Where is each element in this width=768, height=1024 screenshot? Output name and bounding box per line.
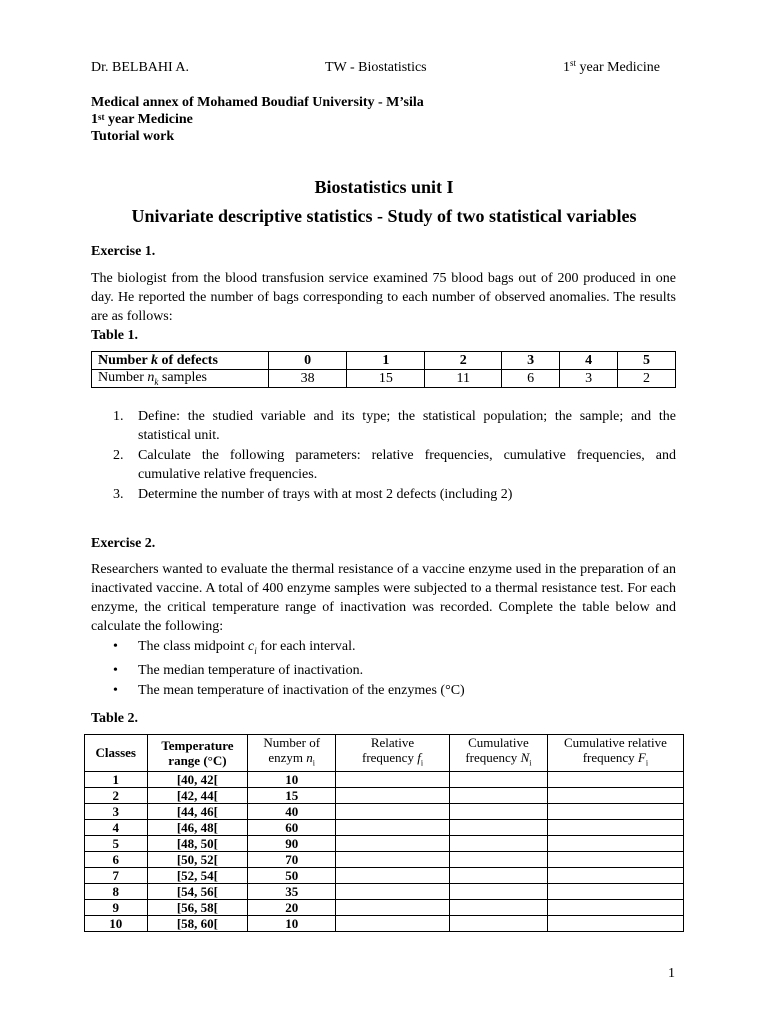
table-row: 2 [42, 44[ 15 (85, 787, 684, 803)
table1-cell: 5 (618, 352, 676, 370)
header-author: Dr. BELBAHI A. (91, 60, 189, 75)
header-course: TW - Biostatistics (325, 60, 427, 75)
col-header-cumulative-relative: Cumulative relative frequency $F_i$ (547, 735, 683, 772)
exercise2-title: Exercise 2. (91, 536, 156, 551)
col-header-classes: Classes (85, 735, 148, 772)
bullet-item: • The median temperature of inactivation. (113, 662, 364, 678)
question-item: 1. Define: the studied variable and its type; the statistical population; the sample; and the statistical unit. (113, 409, 676, 443)
exercise2-text: Researchers wanted to evaluate the thermal resistance of a vaccine enzyme used in the preparation of an inactivated vaccine. A total of 400 enzyme samples were subjected to a thermal resistance test. For each enzyme, the critical temperature range of inactivation was recorded. Complete the table below and calculate the following: (91, 562, 676, 634)
table2-header (85, 735, 684, 772)
col-header-range: Temperature range (°C) (147, 735, 248, 772)
table1-cell: 4 (560, 352, 618, 370)
table2-title: Table 2. (91, 711, 138, 726)
institution-name: Medical annex of Mohamed Boudiaf University - M’sila (91, 95, 424, 110)
table1-label-defects: Number k of defects (92, 352, 269, 370)
table1-row-samples (92, 370, 676, 388)
table1-cell: 6 (502, 370, 560, 388)
page-number: 1 (668, 966, 675, 981)
table-row: 6 [50, 52[ 70 (85, 851, 684, 867)
table1-cell: 2 (425, 352, 502, 370)
table1-cell: 3 (502, 352, 560, 370)
table2 (84, 734, 684, 932)
institution-level: 1st year Medicine (91, 112, 193, 127)
table1-cell: 0 (269, 352, 347, 370)
table1-cell: 3 (560, 370, 618, 388)
table-row: 4 [46, 48[ 60 (85, 819, 684, 835)
table1-title: Table 1. (91, 328, 138, 343)
col-header-relative: Relative frequency $f_i$ (336, 735, 450, 772)
table1 (91, 351, 676, 388)
table-row: 1 [40, 42[ 10 (85, 771, 684, 787)
question-item: 3. Determine the number of trays with at most 2 defects (including 2) (113, 487, 513, 502)
table1-cell: 38 (269, 370, 347, 388)
table-row: 9 [56, 58[ 20 (85, 899, 684, 915)
col-header-number: Number of enzym $n_i$ (248, 735, 336, 772)
header-level: 1st year Medicine (563, 58, 660, 75)
table-row: 10 [58, 60[ 10 (85, 915, 684, 931)
col-header-cumulative: Cumulative frequency $N_i$ (450, 735, 548, 772)
table1-cell: 11 (425, 370, 502, 388)
table-row: 3 [44, 46[ 40 (85, 803, 684, 819)
question-item: 2. Calculate the following parameters: relative frequencies, cumulative frequencies, and cumulative relative frequencies. (113, 448, 676, 482)
page-subtitle: Univariate descriptive statistics - Study of two statistical variables (131, 206, 637, 226)
institution-work-type: Tutorial work (91, 129, 175, 144)
table-row: 8 [54, 56[ 35 (85, 883, 684, 899)
exercise1-questions (91, 407, 676, 505)
page-title: Biostatistics unit I (314, 177, 454, 197)
table-row: 5 [48, 50[ 90 (85, 835, 684, 851)
bullet-item: • The mean temperature of inactivation of the enzymes (°C) (113, 682, 465, 698)
table1-cell: 15 (347, 370, 425, 388)
exercise1-text: The biologist from the blood transfusion service examined 75 blood bags out of 200 produced in one day. He reported the number of bags corresponding to each number of observed anomalies. The results are as follows: (91, 271, 676, 324)
exercise2-bullets (91, 637, 676, 701)
exercise1-title: Exercise 1. (91, 244, 156, 259)
table1-label-samples: Number $n_k$ samples (92, 370, 269, 388)
table1-cell: 2 (618, 370, 676, 388)
institution-block (91, 94, 424, 145)
table-row: 7 [52, 54[ 50 (85, 867, 684, 883)
table1-row-defects (92, 352, 676, 370)
table1-cell: 1 (347, 352, 425, 370)
bullet-item: • The class midpoint $c_i$ for each interval. (113, 639, 356, 656)
